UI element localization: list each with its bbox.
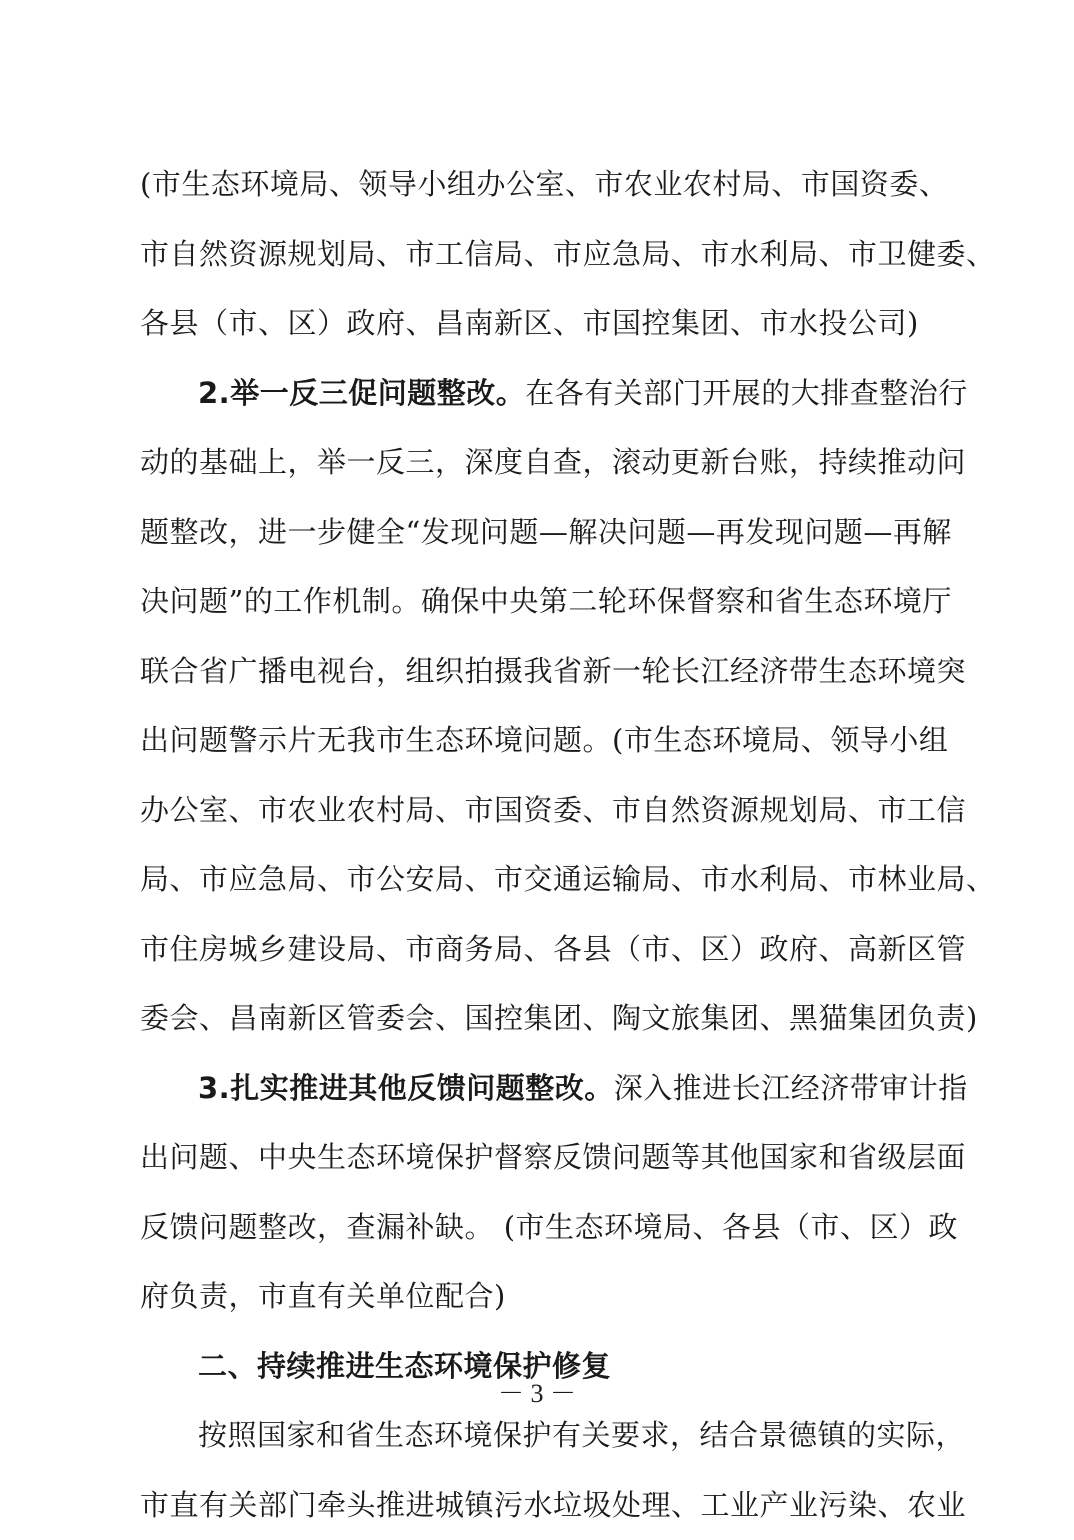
text-run: 深入推进长江经济带审计指 (614, 1071, 968, 1105)
text-line: (市生态环境局、领导小组办公室、市农业农村局、市国资委、 (140, 150, 940, 220)
text-run: 在各有关部门开展的大排查整治行 (525, 376, 968, 410)
text-line: 办公室、市农业农村局、市国资委、市自然资源规划局、市工信 (140, 776, 940, 846)
paragraph-start: 按照国家和省生态环境保护有关要求，结合景德镇的实际， (140, 1401, 940, 1471)
text-line: 反馈问题整改，查漏补缺。 (市生态环境局、各县（市、区）政 (140, 1193, 940, 1263)
text-line: 府负责，市直有关单位配合) (140, 1262, 940, 1332)
text-line: 决问题”的工作机制。确保中央第二轮环保督察和省生态环境厅 (140, 567, 940, 637)
text-line: 市自然资源规划局、市工信局、市应急局、市水利局、市卫健委、 (140, 220, 940, 290)
text-line: 题整改，进一步健全“发现问题—解决问题—再发现问题—再解 (140, 498, 940, 568)
item-heading: 2.举一反三促问题整改。 (198, 376, 525, 410)
page-number: － 3 － (0, 1373, 1074, 1410)
section-heading: 二、持续推进生态环境保护修复 (140, 1332, 940, 1402)
text-line: 动的基础上，举一反三，深度自查，滚动更新台账，持续推动问 (140, 428, 940, 498)
paragraph-start (140, 359, 940, 429)
paragraph-start (140, 1054, 940, 1124)
text-line: 市住房城乡建设局、市商务局、各县（市、区）政府、高新区管 (140, 915, 940, 985)
text-line: 市直有关部门牵头推进城镇污水垃圾处理、工业产业污染、农业 (140, 1471, 940, 1540)
text-line: 出问题、中央生态环境保护督察反馈问题等其他国家和省级层面 (140, 1123, 940, 1193)
body-text (140, 150, 940, 1540)
text-line: 局、市应急局、市公安局、市交通运输局、市水利局、市林业局、 (140, 845, 940, 915)
item-heading: 3.扎实推进其他反馈问题整改。 (198, 1071, 614, 1105)
text-line: 出问题警示片无我市生态环境问题。(市生态环境局、领导小组 (140, 706, 940, 776)
text-line: 各县（市、区）政府、昌南新区、市国控集团、市水投公司) (140, 289, 940, 359)
text-line: 联合省广播电视台，组织拍摄我省新一轮长江经济带生态环境突 (140, 637, 940, 707)
text-line: 委会、昌南新区管委会、国控集团、陶文旅集团、黑猫集团负责) (140, 984, 940, 1054)
